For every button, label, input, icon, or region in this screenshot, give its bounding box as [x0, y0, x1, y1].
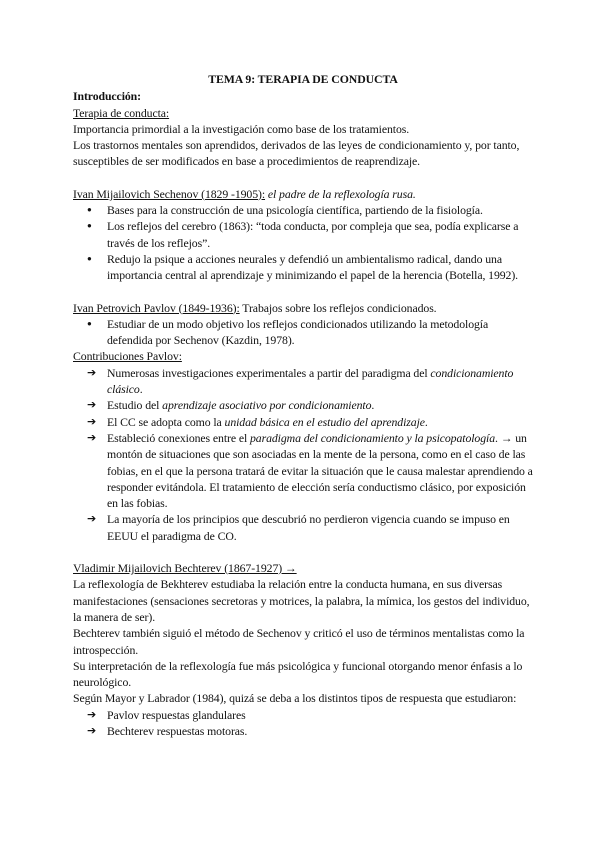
list-item [87, 430, 533, 511]
italic-text: condicionamiento clásico [107, 365, 514, 397]
bechterev-paragraph: Bechterev también siguió el método de Sechenov y criticó el uso de términos mentalistas como la introspección. [73, 626, 525, 657]
spacer [73, 284, 533, 300]
pavlov-contrib-list [73, 365, 533, 544]
spacer [73, 544, 533, 560]
sechenov-name: Ivan Mijailovich Sechenov (1829 -1905): [73, 186, 266, 201]
text-run: Estudio del [107, 398, 163, 413]
page-title: TEMA 9: TERAPIA DE CONDUCTA [208, 72, 398, 86]
italic-text: paradigma del condicionamiento y la psicopatología [250, 430, 495, 445]
text-run: Estableció conexiones entre el [107, 430, 250, 445]
text-run: Numerosas investigaciones experimentales a partir del paradigma del [107, 365, 431, 380]
list-item [87, 397, 533, 413]
list-item [87, 365, 533, 398]
list-item: ● Redujo la psique a acciones neurales y defendió un ambientalismo radical, dando una importancia central al aprendizaje y minimizando el papel de la herencia (Botella, 1992). [87, 251, 533, 284]
list-item [87, 414, 533, 430]
list-item: ● Bases para la construcción de una psicología científica, partiendo de la fisiología. [87, 202, 533, 218]
pavlov-name: Ivan Petrovich Pavlov (1849-1936): [73, 300, 240, 315]
bechterev-paragraph: Su interpretación de la reflexología fue más psicológica y funcional otorgando menor énfasis a lo neurológico. [73, 658, 523, 690]
italic-text: unidad básica en el estudio del aprendizaje [224, 414, 425, 429]
list-item: ➔ Bechterev respuestas motoras. [87, 723, 533, 739]
intro-subheading: Terapia de conducta: [73, 105, 170, 120]
spacer [73, 170, 533, 186]
pavlov-heading [73, 300, 533, 316]
list-item: ● Los reflejos del cerebro (1863): “toda conducta, por compleja que sea, podía explicarse a través de los reflejos”. [87, 218, 533, 251]
list-item: ➔ Pavlov respuestas glandulares [87, 707, 533, 723]
list-item: ➔ La mayoría de los principios que descubrió no perdieron vigencia cuando se impuso en EEUU el paradigma de CO. [87, 511, 533, 544]
text-run: El CC se adopta como la [107, 414, 225, 429]
sechenov-epithet: el padre de la reflexología rusa. [267, 186, 416, 201]
text-run: . [139, 382, 143, 397]
intro-line-1: Importancia primordial a la investigación como base de los tratamientos. [73, 121, 410, 136]
pavlov-bullet-list [73, 316, 533, 349]
pavlov-desc: Trabajos sobre los reflejos condicionados. [239, 300, 437, 315]
document-page [73, 71, 533, 739]
text-run: . [424, 414, 428, 429]
italic-text: aprendizaje asociativo por condicionamiento [162, 398, 372, 413]
text-run: . [371, 398, 375, 413]
sechenov-bullet-list [73, 202, 533, 283]
sechenov-heading [73, 186, 533, 202]
bechterev-arrow-list [73, 707, 533, 740]
text-run: . → un montón de situaciones que son asociadas en la mente de la persona, como en el caso de las fobias, en el que la persona tratará de evitar la situación que le causa malestar aprendiendo a responder evitándola. El tratamiento de elección sería conductismo clásico, por exposición en las fobias. [107, 430, 533, 511]
intro-line-2: Los trastornos mentales son aprendidos, derivados de las leyes de condicionamiento y, por tanto, susceptibles de ser modificados en base a procedimientos de reaprendizaje. [73, 138, 520, 169]
list-item: ● Estudiar de un modo objetivo los reflejos condicionados utilizando la metodología defendida por Sechenov (Kazdin, 1978). [87, 316, 533, 349]
bechterev-paragraph: La reflexología de Bekhterev estudiaba la relación entre la conducta humana, en sus diversas manifestaciones (sensaciones secretoras y motrices, la palabra, la mímica, los gestos del individuo, la manera de ser). [73, 577, 530, 624]
pavlov-contrib-heading: Contribuciones Pavlov: [73, 349, 182, 364]
bechterev-paragraph: Según Mayor y Labrador (1984), quizá se deba a los distintos tipos de respuesta que estudiaron: [73, 691, 517, 706]
bechterev-heading: Vladimir Mijailovich Bechterev (1867-1927) → [73, 561, 297, 576]
intro-heading: Introducción: [73, 89, 141, 104]
